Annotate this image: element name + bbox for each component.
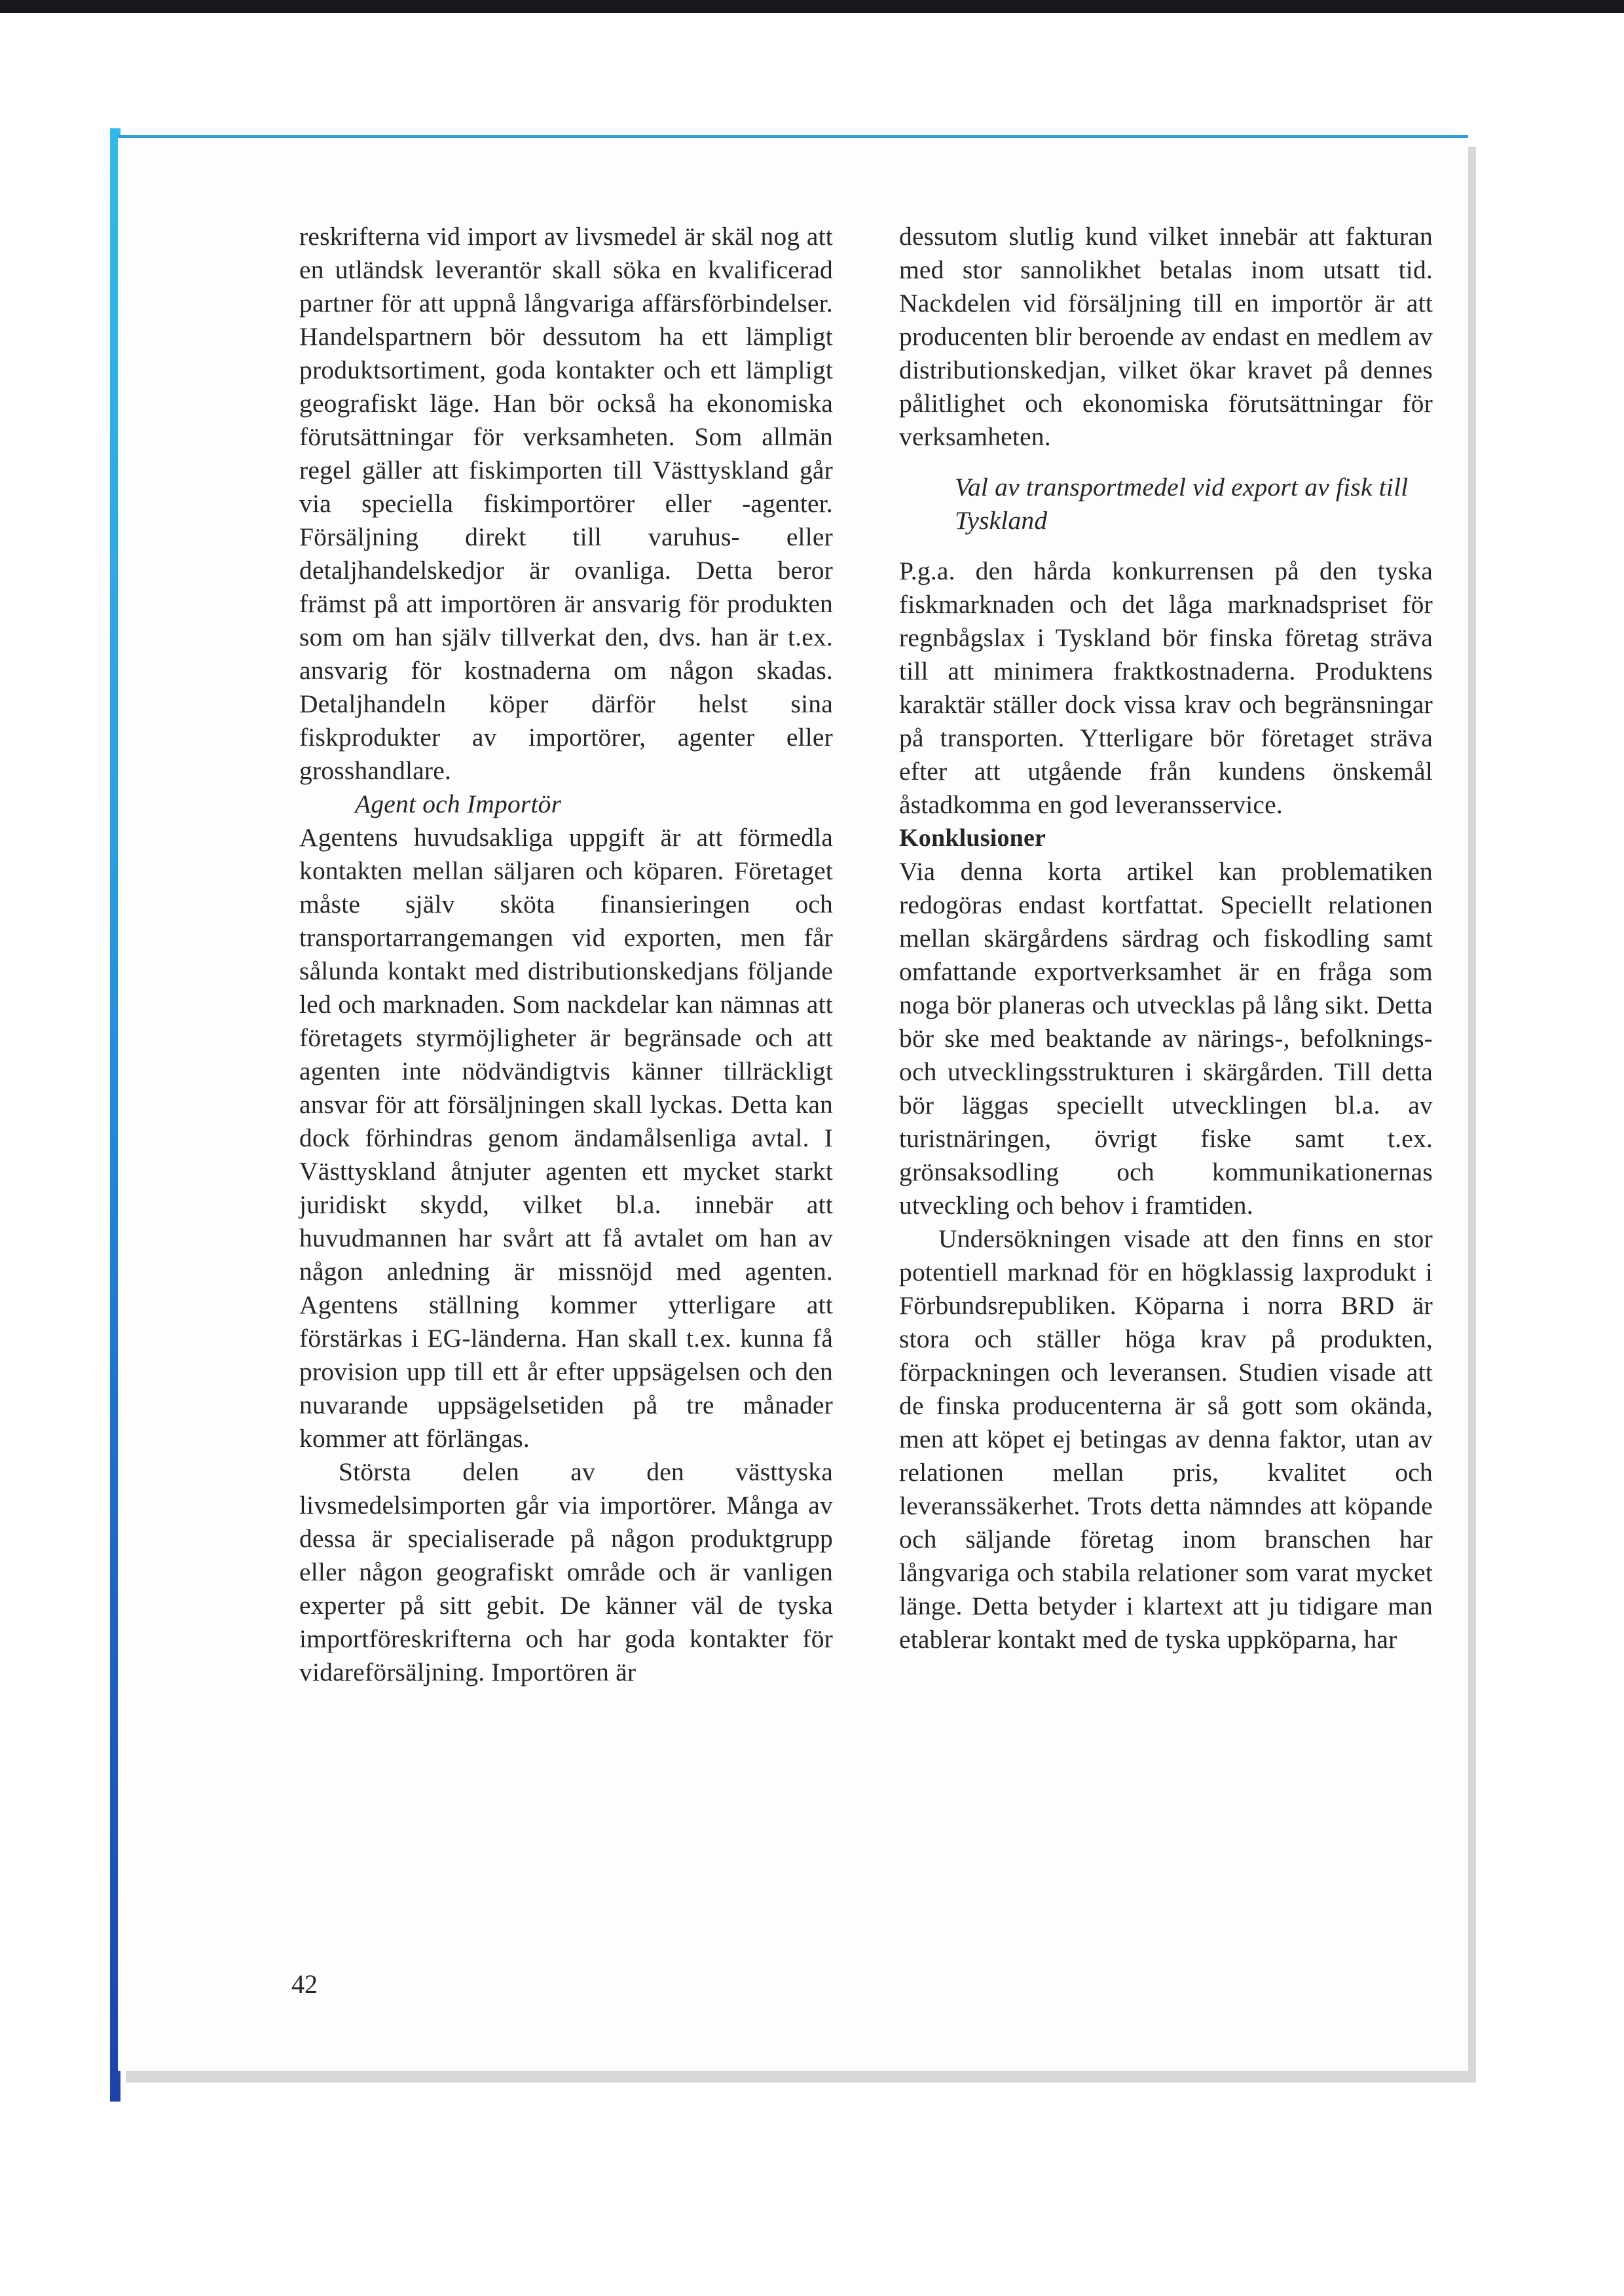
right-paragraph-2: P.g.a. den hårda konkurrensen på den tyska fiskmarknaden och det låga marknadspriset för regnbågslax i Tyskland bör finska företag sträva till att minimera fraktkostnaderna. Produktens karaktär ställer dock vissa krav och begränsningar på transporten. Ytterligare bör företaget sträva efter att utgående från kundens önskemål åstadkomma en god leveransservice.	[899, 556, 1433, 819]
right-column	[899, 220, 1433, 1656]
right-paragraph-4: Undersökningen visade att den finns en stor potentiell marknad för en högklassig laxprodukt i Förbundsrepubliken. Köparna i norra BRD är stora och ställer höga krav på produkten, förpackningen och leveransen. Studien visade att de finska producenterna är så gott som okända, men att köpet ej betingas av denna faktor, utan av relationen mellan pris, kvalitet och leveranssäkerhet. Trots detta nämndes att köpande och säljande företag inom branschen har långvariga och stabila relationer som varat mycket länge. Detta betyder i klartext att ju tidigare man etablerar kontakt med de tyska uppköparna, har	[899, 1224, 1433, 1654]
subheading-transportmedel: Val av transportmedel vid export av fisk till Tyskland	[955, 473, 1409, 535]
subheading-agent-importor: Agent och Importör	[355, 790, 562, 818]
right-paragraph-1: dessutom slutlig kund vilket innebär att fakturan med stor sannolikhet betalas inom utsatt tid. Nackdelen vid försäljning till en importör är att producenten blir beroende av endast en medlem av distributionskedjan, vilket ökar kravet på dennes pålitlighet och ekonomiska förutsättningar för verksamheten.	[899, 222, 1433, 451]
left-column	[299, 220, 833, 1689]
heading-konklusioner: Konklusioner	[899, 824, 1046, 852]
left-paragraph-1: reskrifterna vid import av livsmedel är skäl nog att en utländsk leverantör skall söka en kvalificerad partner för att uppnå långvariga affärsförbindelser. Handelspartnern bör dessutom ha ett lämpligt produktsortiment, goda kontakter och ett lämpligt geografiskt läge. Han bör också ha ekonomiska förutsättningar för verksamheten. Som allmän regel gäller att fiskimporten till Västtyskland går via speciella fiskimportörer eller -agenter. Försäljning direkt till varuhus- eller detaljhandelskedjor är ovanliga. Detta beror främst på att importören är ansvarig för produkten som om han själv tillverkat den, dvs. han är t.ex. ansvarig för kostnaderna om någon skadas. Detaljhandeln köper därför helst sina fiskprodukter av importörer, agenter eller grosshandlare.	[299, 222, 833, 785]
book-page	[118, 135, 1468, 2071]
left-paragraph-2: Agentens huvudsakliga uppgift är att förmedla kontakten mellan säljaren och köparen. Företaget måste själv sköta finansieringen och transportarrangemangen vid exporten, men får sålunda kontakt med distributionskedjans följande led och marknaden. Som nackdelar kan nämnas att företagets styrmöjligheter är begränsade och att agenten inte nödvändigtvis känner tillräckligt ansvar för att försäljningen skall lyckas. Detta kan dock förhindras genom ändamålsenliga avtal. I Västtyskland åtnjuter agenten ett mycket starkt juridiskt skydd, vilket bl.a. innebär att huvudmannen har svårt att få avtalet om han av någon anledning är missnöjd med agenten. Agentens ställning kommer ytterligare att förstärkas i EG-länderna. Han skall t.ex. kunna få provision upp till ett år efter uppsägelsen och den nuvarande uppsägelsetiden på tre månader kommer att förlängas.	[299, 823, 833, 1453]
page-number: 42	[291, 1969, 318, 1999]
left-paragraph-3: Största delen av den västtyska livsmedelsimporten går via importörer. Många av dessa är specialiserade på någon produktgrupp eller någon geografiskt område och är vanligen experter på sitt gebit. De känner väl de tyska importföreskrifterna och har goda kontakter för vidareförsäljning. Importören är	[299, 1457, 833, 1686]
right-paragraph-3: Via denna korta artikel kan problematiken redogöras endast kortfattat. Speciellt relationen mellan skärgårdens särdrag och fiskodling samt omfattande exportverksamhet är en fråga som noga bör planeras och utvecklas på lång sikt. Detta bör ske med beaktande av närings-, befolknings- och utvecklingsstrukturen i skärgården. Till detta bör läggas speciellt utvecklingen bl.a. av turistnäringen, övrigt fiske samt t.ex. grönsaksodling och kommunikationernas utveckling och behov i framtiden.	[899, 857, 1433, 1220]
scan-top-edge	[0, 0, 1624, 13]
